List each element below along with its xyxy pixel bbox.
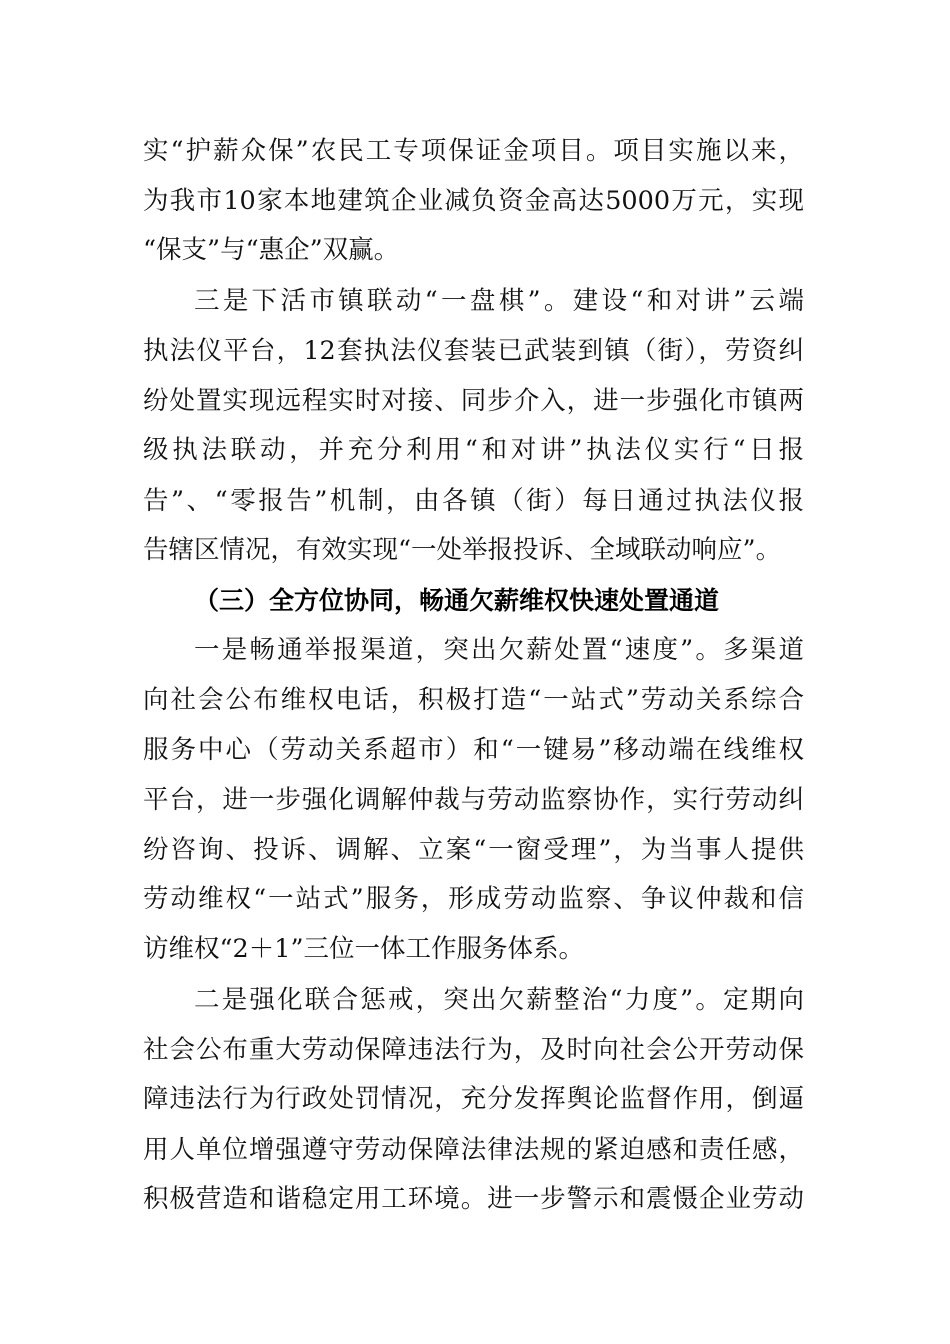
text-line: 告”、“零报告”机制，由各镇（街）每日通过执法仪报 [143,486,804,516]
text-line: 访维权“2＋1”三位一体工作服务体系。 [143,934,585,964]
text-line: 用人单位增强遵守劳动保障法律法规的紧迫感和责任感， [143,1135,804,1165]
section-heading: （三）全方位协同，畅通欠薪维权快速处置通道 [194,586,720,615]
text-line: 执法仪平台，12套执法仪套装已武装到镇（街），劳资纠 [143,336,804,366]
text-line: “保支”与“惠企”双赢。 [143,235,400,265]
text-line: 级执法联动，并充分利用“和对讲”执法仪实行“日报 [143,435,804,465]
text-line: 为我市10家本地建筑企业减负资金高达5000万元，实现 [143,186,804,216]
text-line: 一是畅通举报渠道，突出欠薪处置“速度”。多渠道 [194,635,804,665]
text-line: 纷咨询、投诉、调解、立案“一窗受理”，为当事人提供 [143,835,804,865]
text-line: 障违法行为行政处罚情况，充分发挥舆论监督作用，倒逼 [143,1084,804,1114]
text-line: 三是下活市镇联动“一盘棋”。建设“和对讲”云端 [194,286,804,316]
text-line: 服务中心（劳动关系超市）和“一键易”移动端在线维权 [143,735,804,765]
text-line: 向社会公布维权电话，积极打造“一站式”劳动关系综合 [143,685,804,715]
text-line: 实“护薪众保”农民工专项保证金项目。项目实施以来， [143,136,804,166]
text-line: 二是强化联合惩戒，突出欠薪整治“力度”。定期向 [194,985,804,1015]
text-line: 平台，进一步强化调解仲裁与劳动监察协作，实行劳动纠 [143,785,804,815]
text-line: 纷处置实现远程实时对接、同步介入，进一步强化市镇两 [143,386,804,416]
text-line: 社会公布重大劳动保障违法行为，及时向社会公开劳动保 [143,1035,804,1065]
text-line: 积极营造和谐稳定用工环境。进一步警示和震慑企业劳动 [143,1184,804,1214]
text-line: 劳动维权“一站式”服务，形成劳动监察、争议仲裁和信 [143,884,804,914]
text-line: 告辖区情况，有效实现“一处举报投诉、全域联动响应”。 [143,535,782,565]
